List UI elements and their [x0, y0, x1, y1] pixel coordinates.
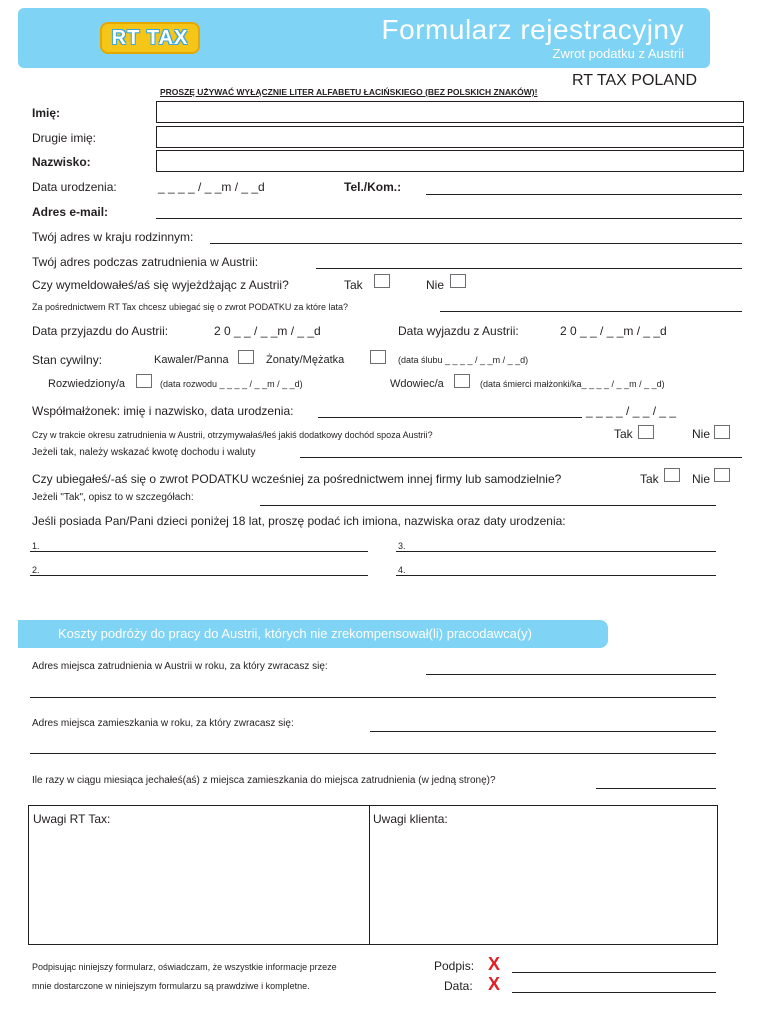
work-address-input-2[interactable]	[30, 697, 716, 698]
divorced-label: Rozwiedziony/a	[48, 378, 126, 390]
date-x-mark: X	[488, 974, 501, 994]
rt-tax-notes-label: Uwagi RT Tax:	[33, 812, 111, 826]
declaration-line-1: Podpisując niniejszy formularz, oświadczam, że wszystkie informacje przeze	[32, 962, 337, 972]
departure-date-field[interactable]: 2 0 _ _ / _ _m / _ _d	[560, 324, 667, 338]
tax-years-question: Za pośrednictwem RT Tax chcesz ubiegać się o zwrot PODATKU za które lata?	[32, 302, 348, 312]
departure-date-label: Data wyjazdu z Austrii:	[398, 324, 519, 338]
children-question-rest: proszę podać ich imiona, nazwiska oraz daty urodzenia:	[264, 514, 566, 528]
austria-address-input[interactable]	[316, 268, 742, 269]
spouse-name-input[interactable]	[318, 417, 582, 418]
spouse-label: Współmałżonek: imię i nazwisko, data urodzenia:	[32, 404, 294, 418]
first-name-label: Imię:	[32, 106, 61, 120]
previous-refund-yes-checkbox[interactable]	[664, 468, 680, 482]
signature-x-mark: X	[488, 954, 501, 974]
children-question	[32, 514, 566, 528]
checked-out-no-label: Nie	[426, 278, 445, 292]
previous-refund-yes-label: Tak	[640, 472, 659, 486]
form-subtitle: Zwrot podatku z Austrii	[552, 46, 684, 61]
married-checkbox[interactable]	[370, 350, 386, 364]
email-input[interactable]	[156, 218, 742, 219]
previous-refund-question: Czy ubiegałeś/-aś się o zwrot PODATKU wcześniej za pośrednictwem innej firmy lub samodzielnie?	[32, 472, 562, 486]
email-label: Adres e-mail:	[32, 205, 109, 219]
first-name-input[interactable]	[156, 101, 744, 123]
surname-input[interactable]	[156, 150, 744, 172]
married-date-field[interactable]: (data ślubu _ _ _ _ / _ _m / _ _d)	[398, 355, 529, 365]
checked-out-yes-checkbox[interactable]	[374, 274, 390, 288]
signature-label: Podpis:	[434, 959, 475, 973]
child-2-input[interactable]	[30, 575, 368, 576]
spouse-birth-date-field[interactable]: _ _ _ _ / _ _ / _ _	[586, 404, 677, 418]
other-income-yes-checkbox[interactable]	[638, 425, 654, 439]
divorced-checkbox[interactable]	[136, 374, 152, 388]
trips-per-month-label: Ile razy w ciągu miesiąca jechałeś(aś) z miejsca zamieszkania do miejsca zatrudnienia (w jedną stronę)?	[32, 775, 496, 786]
marital-status-label: Stan cywilny:	[32, 353, 103, 367]
trips-per-month-input[interactable]	[596, 788, 716, 789]
child-4-input[interactable]	[396, 575, 716, 576]
brand-name: RT TAX POLAND	[572, 72, 698, 89]
other-income-no-label: Nie	[692, 427, 711, 441]
single-label: Kawaler/Panna	[154, 354, 229, 366]
middle-name-label: Drugie imię:	[32, 131, 97, 145]
children-question-bold: Jeśli posiada Pan/Pani dzieci poniżej 18 lat,	[32, 514, 265, 528]
logo-text: RT TAX	[111, 27, 189, 49]
notes-box	[28, 805, 718, 945]
client-notes-label: Uwagi klienta:	[373, 812, 448, 826]
child-3-number: 3.	[398, 541, 406, 551]
rt-tax-logo	[100, 22, 200, 54]
child-1-number: 1.	[32, 541, 40, 551]
previous-refund-hint: Jeżeli "Tak", opisz to w szczegółach:	[32, 492, 194, 503]
date-input[interactable]	[512, 992, 716, 993]
checked-out-no-checkbox[interactable]	[450, 274, 466, 288]
other-income-no-checkbox[interactable]	[714, 425, 730, 439]
phone-label: Tel./Kom.:	[344, 180, 402, 194]
home-address-input[interactable]	[210, 243, 742, 244]
widowed-label: Wdowiec/a	[390, 378, 444, 390]
child-3-input[interactable]	[396, 551, 716, 552]
home-address-year-input-2[interactable]	[30, 753, 716, 754]
child-2-number: 2.	[32, 565, 40, 575]
birth-date-label: Data urodzenia:	[32, 180, 117, 194]
checked-out-yes-label: Tak	[344, 278, 363, 292]
signature-input[interactable]	[512, 972, 716, 973]
previous-refund-no-label: Nie	[692, 472, 711, 486]
other-income-yes-label: Tak	[614, 427, 633, 441]
other-income-question: Czy w trakcie okresu zatrudnienia w Austrii, otrzymywałaś/łeś jakiś dodatkowy dochód spoza Austrii?	[32, 430, 433, 440]
child-1-input[interactable]	[30, 551, 368, 552]
tax-years-input[interactable]	[440, 311, 742, 312]
notes-divider	[369, 806, 370, 944]
date-label: Data:	[444, 979, 473, 993]
other-income-input[interactable]	[300, 457, 742, 458]
home-address-year-label: Adres miejsca zamieszkania w roku, za który zwracasz się:	[32, 718, 294, 729]
divorced-date-field[interactable]: (data rozwodu _ _ _ _ / _ _m / _ _d)	[160, 379, 303, 389]
married-label: Żonaty/Mężatka	[266, 354, 345, 366]
widowed-date-field[interactable]: (data śmierci małżonki/ka_ _ _ _ / _ _m / _ _d)	[480, 379, 665, 389]
child-4-number: 4.	[398, 565, 406, 575]
travel-costs-section-title: Koszty podróży do pracy do Austrii, których nie zrekompensował(li) pracodawca(y)	[58, 626, 532, 641]
austria-address-label: Twój adres podczas zatrudnienia w Austrii:	[32, 255, 259, 269]
widowed-checkbox[interactable]	[454, 374, 470, 388]
work-address-label: Adres miejsca zatrudnienia w Austrii w roku, za który zwracasz się:	[32, 661, 328, 672]
middle-name-input[interactable]	[156, 126, 744, 148]
surname-label: Nazwisko:	[32, 155, 91, 169]
home-address-label: Twój adres w kraju rodzinnym:	[32, 230, 194, 244]
phone-input[interactable]	[426, 194, 742, 195]
work-address-input[interactable]	[426, 674, 716, 675]
arrival-date-label: Data przyjazdu do Austrii:	[32, 324, 169, 338]
previous-refund-no-checkbox[interactable]	[714, 468, 730, 482]
declaration-line-2: mnie dostarczone w niniejszym formularzu są prawdziwe i kompletne.	[32, 981, 310, 991]
latin-letters-warning: PROSZĘ UŻYWAĆ WYŁĄCZNIE LITER ALFABETU ŁACIŃSKIEGO (BEZ POLSKICH ZNAKÓW)!	[160, 87, 538, 97]
other-income-hint: Jeżeli tak, należy wskazać kwotę dochodu i waluty	[32, 447, 256, 458]
single-checkbox[interactable]	[238, 350, 254, 364]
birth-date-field[interactable]: _ _ _ _ / _ _m / _ _d	[158, 180, 265, 194]
travel-costs-section-header	[18, 620, 608, 648]
home-address-year-input[interactable]	[370, 731, 716, 732]
previous-refund-details-input[interactable]	[260, 505, 716, 506]
arrival-date-field[interactable]: 2 0 _ _ / _ _m / _ _d	[214, 324, 321, 338]
checked-out-question: Czy wymeldowałeś/aś się wyjeżdżając z Austrii?	[32, 278, 289, 292]
form-title: Formularz rejestracyjny	[381, 14, 684, 45]
